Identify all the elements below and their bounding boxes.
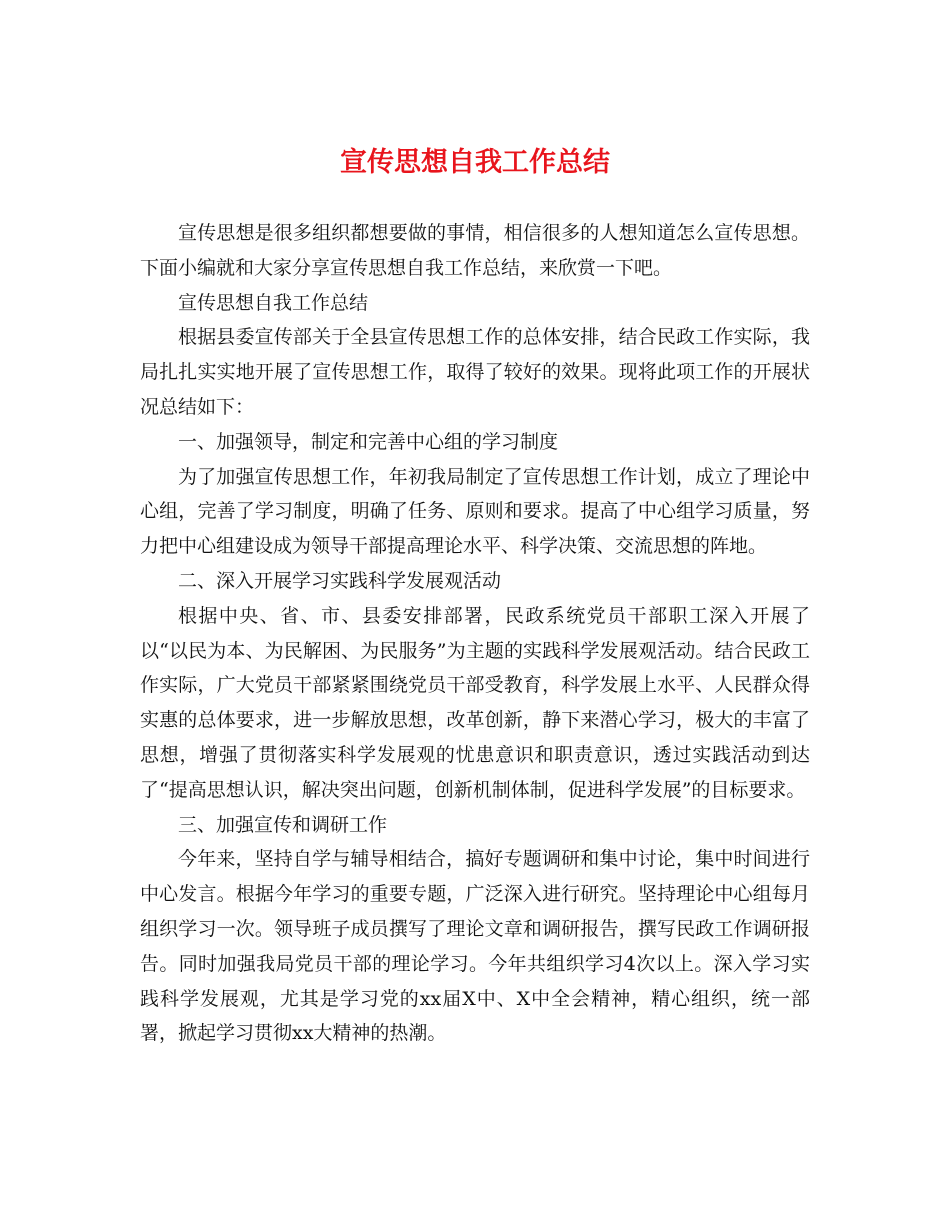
- section-heading-1: 一、加强领导，制定和完善中心组的学习制度: [178, 430, 559, 453]
- paragraph-subtitle: 宣传思想自我工作总结: [178, 291, 369, 314]
- paragraph-intro: 宣传思想是很多组织都想要做的事情，相信很多的人想知道怎么宣传思想。下面小编就和大家分享宣传思想自我工作总结，来欣赏一下吧。: [140, 222, 810, 279]
- paragraph-section-3: 今年来，坚持自学与辅导相结合，搞好专题调研和集中讨论，集中时间进行中心发言。根据今年学习的重要专题，广泛深入进行研究。坚持理论中心组每月组织学习一次。领导班子成员撰写了理论文章和调研报告，撰写民政工作调研报告。同时加强我局党员干部的理论学习。今年共组织学习4次以上。深入学习实践科学发展观，尤其是学习党的xx届X中、X中全会精神，精心组织，统一部署，掀起学习贯彻xx大精神的热潮。: [140, 848, 810, 1045]
- paragraph-overview: 根据县委宣传部关于全县宣传思想工作的总体安排，结合民政工作实际，我局扎扎实实地开展了宣传思想工作，取得了较好的效果。现将此项工作的开展状况总结如下：: [140, 326, 810, 418]
- section-heading-3: 三、加强宣传和调研工作: [178, 813, 388, 836]
- document-title: 宣传思想自我工作总结: [340, 147, 610, 178]
- document-body: [140, 216, 810, 1051]
- paragraph-section-1: 为了加强宣传思想工作，年初我局制定了宣传思想工作计划，成立了理论中心组，完善了学习制度，明确了任务、原则和要求。提高了中心组学习质量，努力把中心组建设成为领导干部提高理论水平、科学决策、交流思想的阵地。: [140, 465, 810, 558]
- section-heading-2: 二、深入开展学习实践科学发展观活动: [178, 569, 502, 592]
- paragraph-section-2: 根据中央、省、市、县委安排部署，民政系统党员干部职工深入开展了以“以民为本、为民解困、为民服务”为主题的实践科学发展观活动。结合民政工作实际，广大党员干部紧紧围绕党员干部受教育，科学发展上水平、人民群众得实惠的总体要求，进一步解放思想，改革创新，静下来潜心学习，极大的丰富了思想，增强了贯彻落实科学发展观的忧患意识和职责意识，透过实践活动到达了“提高思想认识，解决突出问题，创新机制体制，促进科学发展”的目标要求。: [140, 604, 810, 801]
